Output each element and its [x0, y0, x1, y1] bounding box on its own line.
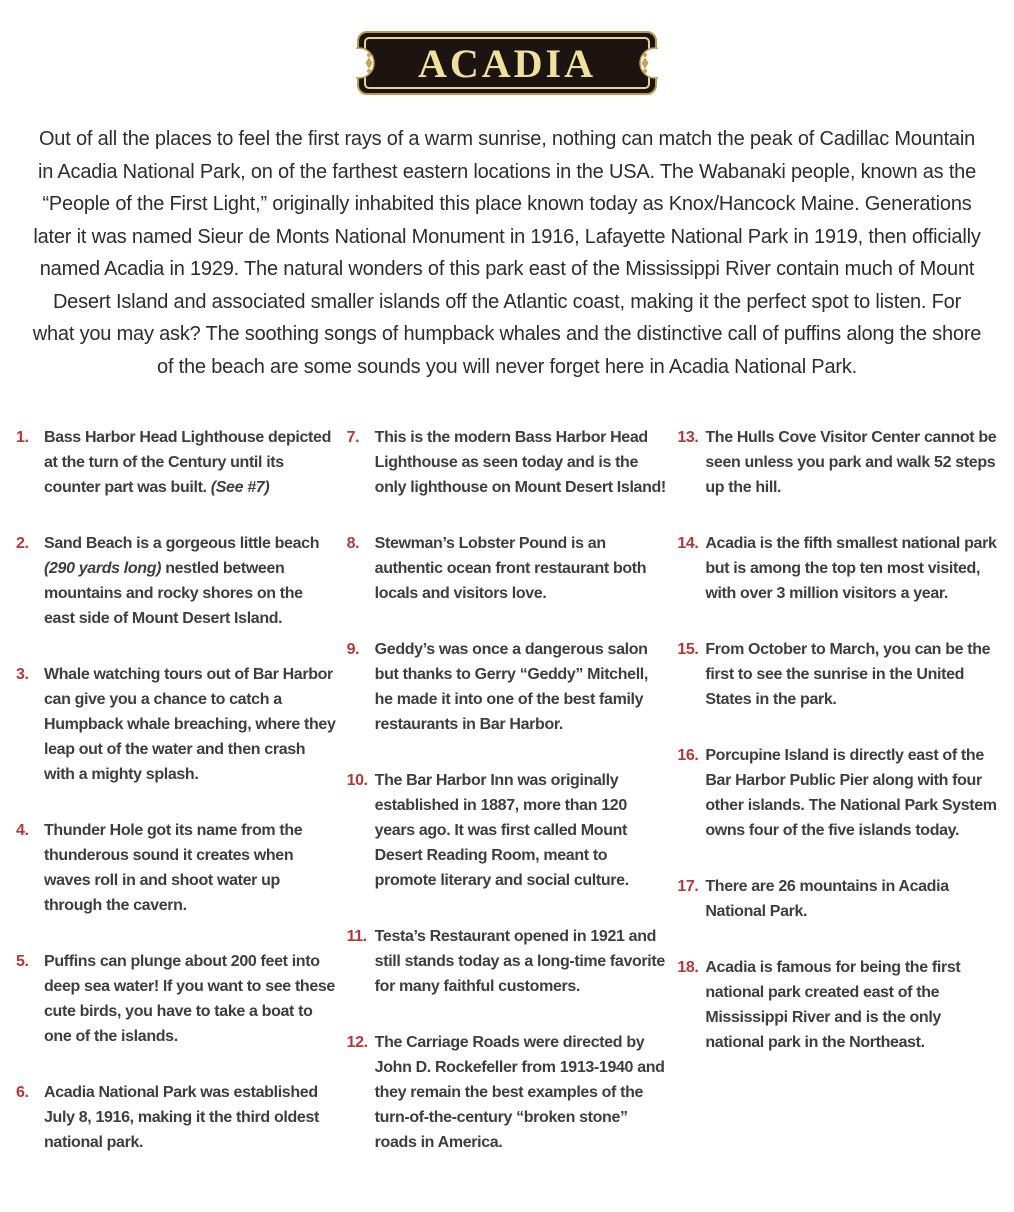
fact-item	[16, 949, 337, 1049]
fact-item	[16, 662, 337, 787]
fact-item	[677, 874, 998, 924]
fact-item	[677, 531, 998, 606]
fact-item	[16, 1080, 337, 1155]
fact-item	[16, 425, 337, 500]
fact-number: 8.	[346, 535, 360, 552]
fact-number: 9.	[346, 641, 360, 658]
facts-column-2	[347, 425, 668, 1186]
fact-number: 2.	[16, 535, 29, 552]
fact-text: Puffins can plunge about 200 feet into deep sea water! If you want to see these cute birds, you have to take a boat to one of the islands.	[44, 953, 335, 1045]
fact-number: 7.	[346, 429, 360, 446]
acadia-logo	[0, 0, 1014, 96]
fact-item	[677, 425, 998, 500]
facts-column-1	[16, 425, 337, 1186]
fact-text: Acadia is the fifth smallest national park but is among the top ten most visited, with over 3 million visitors a year.	[705, 535, 997, 602]
fact-item	[677, 955, 998, 1055]
fact-item	[347, 531, 668, 606]
fact-text: Geddy’s was once a dangerous salon but thanks to Gerry “Geddy” Mitchell, he made it into one of the best family restaurants in Bar Harbor.	[374, 641, 648, 733]
facts-section	[0, 425, 1014, 1186]
fact-number: 17.	[677, 878, 699, 895]
fact-number: 18.	[677, 959, 699, 976]
fact-text: Porcupine Island is directly east of the Bar Harbor Public Pier along with four other islands. The National Park System owns four of the five islands today.	[705, 747, 997, 839]
acadia-logo-text: ACADIA	[418, 41, 596, 86]
fact-number: 1.	[16, 429, 29, 446]
fact-text: The Bar Harbor Inn was originally established in 1887, more than 120 years ago. It was first called Mount Desert Reading Room, meant to promote literary and social culture.	[374, 772, 629, 889]
fact-number: 5.	[16, 953, 29, 970]
fact-text: There are 26 mountains in Acadia National Park.	[705, 878, 949, 920]
intro-paragraph: Out of all the places to feel the first rays of a warm sunrise, nothing can match the peak of Cadillac Mountain in Acadia National Park, on of the farthest eastern locations in the USA. The Wabanaki people, known as the “People of the First Light,” originally inhabited this place known today as Knox/Hancock Maine. Generations later it was named Sieur de Monts National Monument in 1916, Lafayette National Park in 1919, then officially named Acadia in 1929. The natural wonders of this park east of the Mississippi River contain much of Mount Desert Island and associated smaller islands off the Atlantic coast, making it the perfect spot to listen. For what you may ask? The soothing songs of humpback whales and the distinctive call of puffins along the shore of the beach are some sounds you will never forget here in Acadia National Park.	[32, 128, 982, 378]
fact-number: 10.	[346, 772, 368, 789]
fact-item	[347, 924, 668, 999]
fact-number: 14.	[677, 535, 699, 552]
fact-number: 15.	[677, 641, 699, 658]
fact-text: Thunder Hole got its name from the thunderous sound it creates when waves roll in and shoot water up through the cavern.	[44, 822, 303, 914]
fact-number: 16.	[677, 747, 699, 764]
fact-number: 13.	[677, 429, 699, 446]
fact-item	[347, 1030, 668, 1155]
fact-number: 3.	[16, 666, 29, 683]
facts-column-3	[677, 425, 998, 1186]
fact-text: Acadia is famous for being the first national park created east of the Mississippi River and is the only national park in the Northeast.	[705, 959, 961, 1051]
fact-item	[347, 425, 668, 500]
fact-item	[677, 743, 998, 843]
fact-item	[347, 768, 668, 893]
fact-text: Bass Harbor Head Lighthouse depicted at the turn of the Century until its counter part was built. (See #7)	[44, 429, 332, 496]
fact-text: From October to March, you can be the first to see the sunrise in the United States in the park.	[705, 641, 991, 708]
acadia-plaque-icon	[356, 30, 658, 96]
fact-text: Sand Beach is a gorgeous little beach (290 yards long) nestled between mountains and rocky shores on the east side of Mount Desert Island.	[44, 535, 320, 627]
fact-number: 4.	[16, 822, 29, 839]
fact-text: The Carriage Roads were directed by John D. Rockefeller from 1913-1940 and they remain the best examples of the turn-of-the-century “broken stone” roads in America.	[374, 1034, 665, 1151]
fact-item	[677, 637, 998, 712]
fact-text: Whale watching tours out of Bar Harbor can give you a chance to catch a Humpback whale breaching, where they leap out of the water and then crash with a mighty splash.	[44, 666, 336, 783]
fact-number: 12.	[346, 1034, 368, 1051]
fact-item	[16, 531, 337, 631]
fact-text: The Hulls Cove Visitor Center cannot be seen unless you park and walk 52 steps up the hill.	[705, 429, 997, 496]
fact-number: 11.	[346, 928, 367, 945]
fact-text: Acadia National Park was established July 8, 1916, making it the third oldest national park.	[44, 1084, 319, 1151]
fact-item	[16, 818, 337, 918]
fact-text: Testa’s Restaurant opened in 1921 and still stands today as a long-time favorite for many faithful customers.	[374, 928, 665, 995]
fact-text: Stewman’s Lobster Pound is an authentic ocean front restaurant both locals and visitors love.	[374, 535, 647, 602]
fact-text: This is the modern Bass Harbor Head Lighthouse as seen today and is the only lighthouse on Mount Desert Island!	[374, 429, 666, 496]
fact-item	[347, 637, 668, 737]
fact-number: 6.	[16, 1084, 29, 1101]
